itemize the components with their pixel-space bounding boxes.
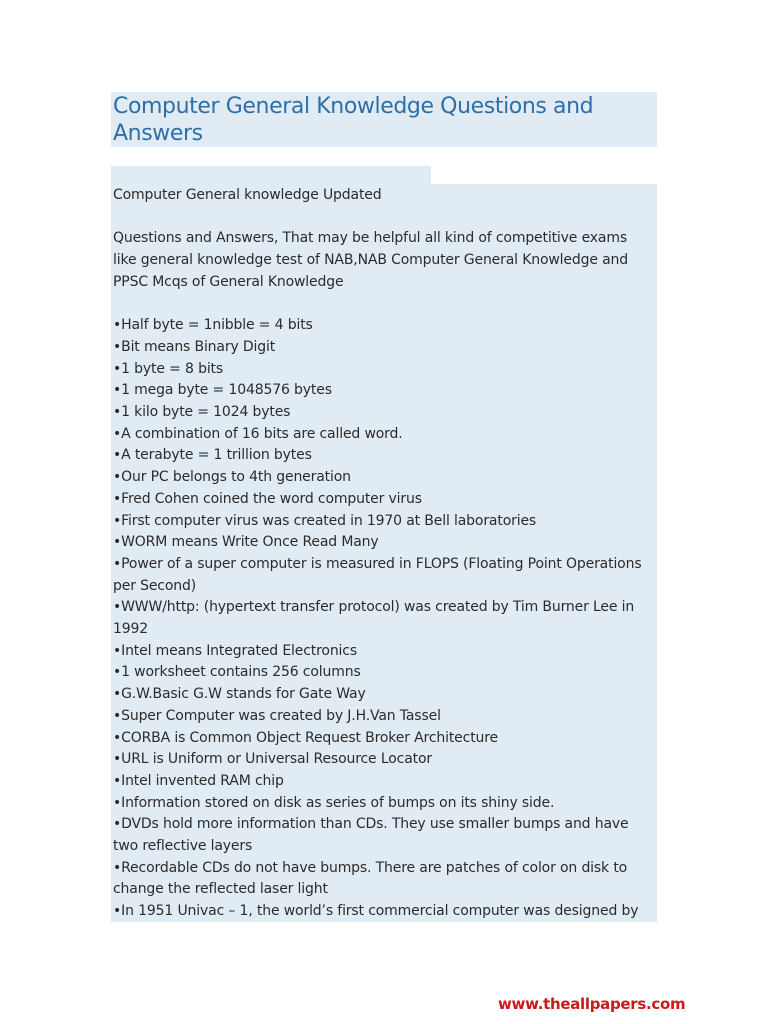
fact-item: • Intel invented RAM chip xyxy=(113,771,653,793)
content-panel xyxy=(111,184,657,922)
fact-item: • Information stored on disk as series of bumps on its shiny side. xyxy=(113,793,653,815)
paragraph-spacer xyxy=(113,207,653,229)
fact-item: • First computer virus was created in 1970 at Bell laboratories xyxy=(113,511,653,533)
fact-item: • 1 byte = 8 bits xyxy=(113,359,653,381)
fact-item: • 1 kilo byte = 1024 bytes xyxy=(113,402,653,424)
fact-item: • CORBA is Common Object Request Broker Architecture xyxy=(113,728,653,750)
fact-item: • Power of a super computer is measured in FLOPS (Floating Point Operations per Second) xyxy=(113,554,653,597)
fact-item: • DVDs hold more information than CDs. They use smaller bumps and have two reflective layers xyxy=(113,814,653,857)
fact-item: • WWW/http: (hypertext transfer protocol) was created by Tim Burner Lee in 1992 xyxy=(113,597,653,640)
intro-paragraph: Questions and Answers, That may be helpful all kind of competitive exams like general knowledge test of NAB,NAB Computer General Knowledge and PPSC Mcqs of General Knowledge xyxy=(113,230,629,290)
fact-item: • WORM means Write Once Read Many xyxy=(113,532,653,554)
footer-website-link[interactable]: www.theallpapers.com xyxy=(498,995,686,1013)
fact-item: • A terabyte = 1 trillion bytes xyxy=(113,445,653,467)
fact-item: • Intel means Integrated Electronics xyxy=(113,641,653,663)
fact-item: • Bit means Binary Digit xyxy=(113,337,653,359)
article-body xyxy=(113,185,653,923)
fact-item: • In 1951 Univac – 1, the world’s first commercial computer was designed by xyxy=(113,901,653,923)
paragraph-spacer xyxy=(113,294,653,316)
fact-item: • A combination of 16 bits are called word. xyxy=(113,424,653,446)
fact-item: • G.W.Basic G.W stands for Gate Way xyxy=(113,684,653,706)
facts-list xyxy=(113,315,653,923)
fact-item: • 1 mega byte = 1048576 bytes xyxy=(113,380,653,402)
page-title: Computer General Knowledge Questions and Answers xyxy=(113,94,594,146)
title-panel xyxy=(111,92,657,147)
fact-item: • Super Computer was created by J.H.Van Tassel xyxy=(113,706,653,728)
fact-item: • Our PC belongs to 4th generation xyxy=(113,467,653,489)
fact-item: • URL is Uniform or Universal Resource Locator xyxy=(113,749,653,771)
fact-item: • Fred Cohen coined the word computer virus xyxy=(113,489,653,511)
fact-item: • 1 worksheet contains 256 columns xyxy=(113,662,653,684)
panel-tab-strip xyxy=(111,166,431,184)
fact-item: • Half byte = 1nibble = 4 bits xyxy=(113,315,653,337)
intro-heading: Computer General knowledge Updated xyxy=(113,187,382,203)
fact-item: • Recordable CDs do not have bumps. There are patches of color on disk to change the reflected laser light xyxy=(113,858,653,901)
